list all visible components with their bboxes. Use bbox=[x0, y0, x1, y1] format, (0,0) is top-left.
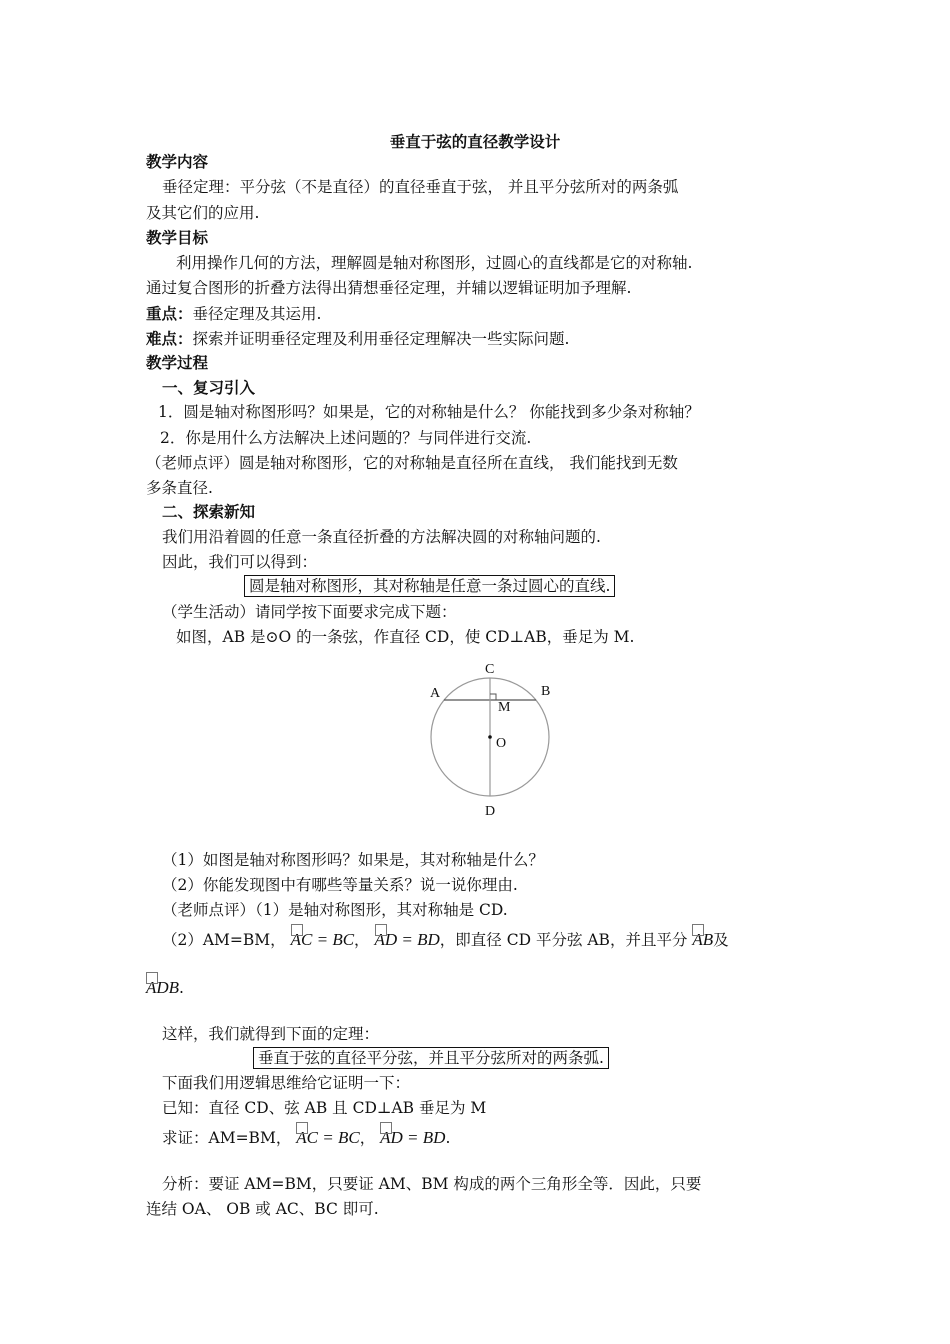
teacher-comment-2: （老师点评）（1）是轴对称图形，其对称轴是 CD. bbox=[162, 901, 508, 919]
equation-ad-bd: AD = BD bbox=[380, 1128, 446, 1147]
difficult-point bbox=[146, 329, 569, 349]
prove-prefix: 求证：AM=BM， bbox=[162, 1129, 292, 1147]
label-d: D bbox=[485, 804, 496, 819]
center-point bbox=[488, 735, 492, 739]
label-c: C bbox=[485, 662, 495, 677]
teacher-comment: （老师点评）圆是轴对称图形，它的对称轴是直径所在直线， 我们能找到无数 bbox=[146, 454, 678, 472]
key-label: 重点： bbox=[146, 305, 193, 323]
label-m: M bbox=[498, 700, 511, 715]
circle-diagram bbox=[418, 655, 568, 820]
analysis-cont: 连结 OA、 OB 或 AC、BC 即可. bbox=[146, 1200, 379, 1218]
comma: ， bbox=[359, 1129, 376, 1147]
document-title: 垂直于弦的直径教学设计 bbox=[389, 133, 561, 151]
heading-teaching-goals: 教学目标 bbox=[146, 229, 209, 247]
paragraph: 因此，我们可以得到： bbox=[162, 553, 318, 571]
heading-teaching-process: 教学过程 bbox=[146, 354, 209, 372]
key-point bbox=[146, 304, 321, 324]
label-a: A bbox=[430, 686, 441, 701]
paragraph: 利用操作几何的方法，理解圆是轴对称图形，过圆心的直线都是它的对称轴. bbox=[176, 254, 693, 272]
heading-teaching-content: 教学内容 bbox=[146, 153, 209, 171]
period: . bbox=[445, 1129, 451, 1147]
period: . bbox=[179, 979, 184, 997]
teacher-comment-cont: 多条直径. bbox=[146, 479, 213, 497]
paragraph: 这样，我们就得到下面的定理： bbox=[162, 1025, 380, 1043]
paragraph: 及其它们的应用. bbox=[146, 204, 260, 222]
right-angle-mark bbox=[490, 694, 496, 700]
heading-explore: 二、探索新知 bbox=[162, 503, 256, 521]
comma: ， bbox=[354, 931, 370, 949]
paragraph: 我们用沿着圆的任意一条直径折叠的方法解决圆的对称轴问题的. bbox=[162, 528, 601, 546]
analysis: 分析：要证 AM=BM，只要证 AM、BM 构成的两个三角形全等．因此，只要 bbox=[162, 1175, 702, 1193]
paragraph: 通过复合图形的折叠方法得出猜想垂径定理，并辅以逻辑证明加予理解. bbox=[146, 279, 632, 297]
arc-adb: ADB bbox=[146, 978, 180, 997]
label-b: B bbox=[541, 684, 551, 699]
boxed-conclusion: 圆是轴对称图形，其对称轴是任意一条过圆心的直线. bbox=[244, 575, 615, 597]
arc-ab: AB bbox=[692, 930, 714, 949]
key-text: 垂径定理及其运用. bbox=[192, 305, 322, 323]
figure-description: 如图，AB 是⊙O 的一条弦，作直径 CD，使 CD⊥AB，垂足为 M. bbox=[176, 628, 635, 646]
label-o: O bbox=[496, 736, 507, 751]
equation-ac-bc: AC = BC bbox=[290, 930, 355, 949]
answer-prefix: （2）AM=BM， bbox=[162, 931, 286, 949]
question-1: 1．圆是轴对称图形吗？如果是，它的对称轴是什么？ 你能找到多少条对称轴？ bbox=[158, 403, 700, 421]
heading-review: 一、复习引入 bbox=[162, 379, 256, 397]
paragraph: 垂径定理：平分弦（不是直径）的直径垂直于弦， 并且平分弦所对的两条弧 bbox=[162, 178, 679, 196]
answer-line-cont bbox=[146, 978, 184, 998]
equation-ac-bc: AC = BC bbox=[296, 1128, 360, 1147]
question-equalities: （2）你能发现图中有哪些等量关系？说一说你理由. bbox=[162, 876, 518, 894]
paragraph: 下面我们用逻辑思维给它证明一下： bbox=[162, 1074, 411, 1092]
boxed-theorem: 垂直于弦的直径平分弦，并且平分弦所对的两条弧. bbox=[253, 1047, 609, 1069]
answer-middle: ，即直径 CD 平分弦 AB，并且平分 bbox=[439, 931, 688, 949]
answer-line bbox=[162, 930, 729, 950]
prove-statement bbox=[162, 1128, 450, 1148]
given-statement: 已知：直径 CD、弦 AB 且 CD⊥AB 垂足为 M bbox=[162, 1099, 487, 1117]
question-axis: （1）如图是轴对称图形吗？如果是，其对称轴是什么？ bbox=[162, 851, 544, 869]
student-activity: （学生活动）请同学按下面要求完成下题： bbox=[162, 603, 457, 621]
equation-ad-bd: AD = BD bbox=[374, 930, 440, 949]
question-2: 2．你是用什么方法解决上述问题的？与同伴进行交流. bbox=[160, 429, 532, 447]
and-word: 及 bbox=[713, 931, 729, 949]
difficult-label: 难点： bbox=[146, 330, 193, 348]
difficult-text: 探索并证明垂径定理及利用垂径定理解决一些实际问题. bbox=[192, 330, 570, 348]
